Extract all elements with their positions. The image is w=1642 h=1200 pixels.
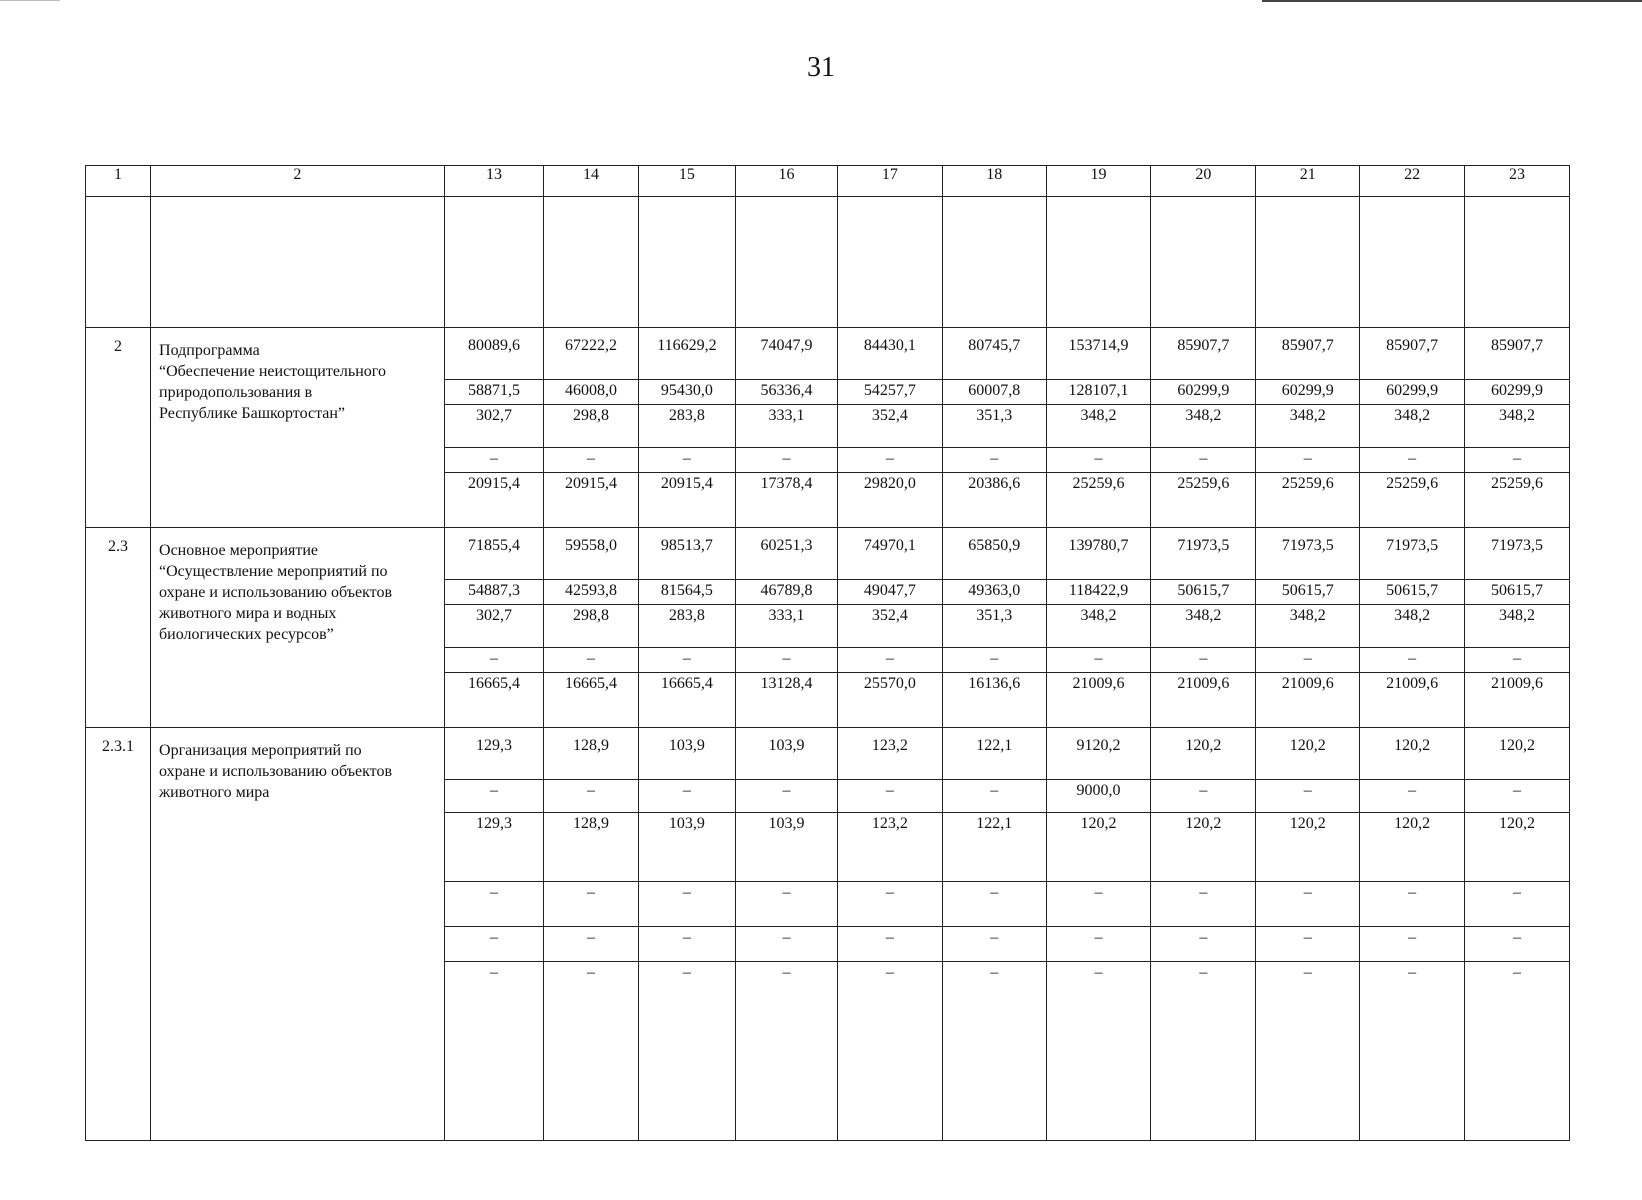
value-cell: – <box>942 882 1046 927</box>
value-cell: 49363,0 <box>942 580 1046 605</box>
page-number: 31 <box>807 52 835 83</box>
value-cell: 46008,0 <box>544 380 638 405</box>
value-cell: 9000,0 <box>1046 780 1151 813</box>
value-cell: 17378,4 <box>736 473 838 528</box>
value-cell: 120,2 <box>1151 728 1256 780</box>
value-cell: 25259,6 <box>1256 473 1360 528</box>
value-cell: 16665,4 <box>638 673 736 728</box>
value-cell: 81564,5 <box>638 580 736 605</box>
value-cell: – <box>1046 962 1151 1141</box>
value-cell: – <box>544 882 638 927</box>
value-cell: 54887,3 <box>444 580 544 605</box>
value-cell: 25259,6 <box>1465 473 1570 528</box>
row-name-line: Основное мероприятие <box>159 542 319 559</box>
value-cell: – <box>444 882 544 927</box>
column-number-header: 21 <box>1256 166 1360 197</box>
value-cell: 21009,6 <box>1151 673 1256 728</box>
value-cell: – <box>837 962 942 1141</box>
value-cell: 333,1 <box>736 605 838 648</box>
value-cell: – <box>837 780 942 813</box>
column-number-header: 23 <box>1465 166 1570 197</box>
value-cell: – <box>837 648 942 673</box>
value-cell: 116629,2 <box>638 328 736 380</box>
column-number-header: 16 <box>736 166 838 197</box>
value-cell: 129,3 <box>444 728 544 780</box>
value-cell: 60299,9 <box>1360 380 1465 405</box>
value-cell: 13128,4 <box>736 673 838 728</box>
value-cell: – <box>1256 882 1360 927</box>
value-cell: – <box>1360 648 1465 673</box>
value-cell: – <box>1465 962 1570 1141</box>
value-cell: 129,3 <box>444 813 544 882</box>
table-row <box>86 328 1570 380</box>
value-cell: 123,2 <box>837 728 942 780</box>
value-cell: – <box>544 648 638 673</box>
empty-cell <box>444 197 544 328</box>
value-cell: 21009,6 <box>1360 673 1465 728</box>
value-cell: – <box>444 448 544 473</box>
value-cell: – <box>1151 780 1256 813</box>
value-cell: 25259,6 <box>1360 473 1465 528</box>
row-code: 2 <box>86 328 151 528</box>
empty-cell <box>544 197 638 328</box>
row-name-line: охране и использованию объектов <box>159 763 393 780</box>
value-cell: 122,1 <box>942 813 1046 882</box>
value-cell: 348,2 <box>1465 605 1570 648</box>
value-cell: 54257,7 <box>837 380 942 405</box>
value-cell: 298,8 <box>544 605 638 648</box>
value-cell: 74047,9 <box>736 328 838 380</box>
value-cell: 60251,3 <box>736 528 838 580</box>
row-name-line: “Обеспечение неистощительного <box>159 363 386 380</box>
column-number-header: 17 <box>837 166 942 197</box>
value-cell: – <box>1046 927 1151 962</box>
value-cell: 9120,2 <box>1046 728 1151 780</box>
value-cell: 348,2 <box>1465 405 1570 448</box>
value-cell: – <box>544 448 638 473</box>
row-name <box>151 528 445 728</box>
value-cell: 283,8 <box>638 605 736 648</box>
value-cell: 283,8 <box>638 405 736 448</box>
value-cell: 74970,1 <box>837 528 942 580</box>
value-cell: 71855,4 <box>444 528 544 580</box>
value-cell: 120,2 <box>1256 813 1360 882</box>
value-cell: 71973,5 <box>1256 528 1360 580</box>
value-cell: 60299,9 <box>1256 380 1360 405</box>
row-name-line: природопользования в <box>159 384 313 401</box>
value-cell: 352,4 <box>837 605 942 648</box>
value-cell: 120,2 <box>1151 813 1256 882</box>
value-cell: – <box>638 448 736 473</box>
value-cell: 348,2 <box>1360 605 1465 648</box>
value-cell: 153714,9 <box>1046 328 1151 380</box>
value-cell: 49047,7 <box>837 580 942 605</box>
value-cell: 56336,4 <box>736 380 838 405</box>
value-cell: 20915,4 <box>638 473 736 528</box>
value-cell: 85907,7 <box>1360 328 1465 380</box>
value-cell: 85907,7 <box>1151 328 1256 380</box>
value-cell: 120,2 <box>1465 728 1570 780</box>
value-cell: 128,9 <box>544 813 638 882</box>
empty-cell <box>1360 197 1465 328</box>
value-cell: 50615,7 <box>1256 580 1360 605</box>
value-cell: 50615,7 <box>1465 580 1570 605</box>
column-number-header: 1 <box>86 166 151 197</box>
value-cell: 98513,7 <box>638 528 736 580</box>
value-cell: 21009,6 <box>1256 673 1360 728</box>
row-name <box>151 328 445 528</box>
row-code: 2.3 <box>86 528 151 728</box>
value-cell: 21009,6 <box>1046 673 1151 728</box>
value-cell: – <box>1256 448 1360 473</box>
value-cell: 50615,7 <box>1360 580 1465 605</box>
value-cell: 85907,7 <box>1465 328 1570 380</box>
empty-cell <box>151 197 445 328</box>
value-cell: – <box>444 780 544 813</box>
value-cell: – <box>942 780 1046 813</box>
value-cell: 65850,9 <box>942 528 1046 580</box>
value-cell: – <box>1256 927 1360 962</box>
value-cell: – <box>837 882 942 927</box>
value-cell: – <box>1151 927 1256 962</box>
value-cell: – <box>1151 882 1256 927</box>
value-cell: – <box>638 648 736 673</box>
value-cell: – <box>1046 448 1151 473</box>
value-cell: – <box>444 927 544 962</box>
row-name-line: Организация мероприятий по <box>159 742 362 759</box>
value-cell: 348,2 <box>1151 605 1256 648</box>
empty-cell <box>1151 197 1256 328</box>
value-cell: 120,2 <box>1465 813 1570 882</box>
value-cell: 123,2 <box>837 813 942 882</box>
value-cell: – <box>1360 927 1465 962</box>
value-cell: – <box>638 780 736 813</box>
empty-cell <box>1256 197 1360 328</box>
value-cell: 58871,5 <box>444 380 544 405</box>
value-cell: 95430,0 <box>638 380 736 405</box>
value-cell: – <box>736 448 838 473</box>
value-cell: – <box>444 962 544 1141</box>
value-cell: 29820,0 <box>837 473 942 528</box>
value-cell: – <box>736 882 838 927</box>
value-cell: – <box>1151 962 1256 1141</box>
empty-cell <box>942 197 1046 328</box>
row-name-line: животного мира и водных <box>159 605 337 622</box>
value-cell: 42593,8 <box>544 580 638 605</box>
value-cell: – <box>1465 927 1570 962</box>
empty-cell <box>1465 197 1570 328</box>
value-cell: – <box>1465 448 1570 473</box>
value-cell: 60299,9 <box>1465 380 1570 405</box>
value-cell: 71973,5 <box>1151 528 1256 580</box>
value-cell: 25570,0 <box>837 673 942 728</box>
value-cell: – <box>638 927 736 962</box>
value-cell: – <box>1465 780 1570 813</box>
empty-cell <box>638 197 736 328</box>
value-cell: 298,8 <box>544 405 638 448</box>
value-cell: 351,3 <box>942 405 1046 448</box>
empty-cell <box>1046 197 1151 328</box>
value-cell: – <box>444 648 544 673</box>
row-name-line: “Осуществление мероприятий по <box>159 563 388 580</box>
value-cell: – <box>942 448 1046 473</box>
value-cell: – <box>736 648 838 673</box>
value-cell: – <box>1256 962 1360 1141</box>
row-name <box>151 728 445 1141</box>
value-cell: 85907,7 <box>1256 328 1360 380</box>
empty-cell <box>736 197 838 328</box>
value-cell: – <box>638 882 736 927</box>
value-cell: 348,2 <box>1256 405 1360 448</box>
value-cell: 25259,6 <box>1151 473 1256 528</box>
value-cell: – <box>544 927 638 962</box>
value-cell: 348,2 <box>1046 605 1151 648</box>
value-cell: – <box>1360 448 1465 473</box>
value-cell: 25259,6 <box>1046 473 1151 528</box>
row-code: 2.3.1 <box>86 728 151 1141</box>
value-cell: 16136,6 <box>942 673 1046 728</box>
value-cell: 80745,7 <box>942 328 1046 380</box>
value-cell: 20386,6 <box>942 473 1046 528</box>
value-cell: 20915,4 <box>544 473 638 528</box>
value-cell: – <box>1151 448 1256 473</box>
table-row <box>86 528 1570 580</box>
column-number-header: 15 <box>638 166 736 197</box>
value-cell: 67222,2 <box>544 328 638 380</box>
value-cell: – <box>942 648 1046 673</box>
value-cell: – <box>1465 648 1570 673</box>
value-cell: 348,2 <box>1256 605 1360 648</box>
value-cell: – <box>544 780 638 813</box>
value-cell: 59558,0 <box>544 528 638 580</box>
value-cell: – <box>1465 882 1570 927</box>
value-cell: 302,7 <box>444 405 544 448</box>
value-cell: – <box>736 927 838 962</box>
value-cell: 16665,4 <box>544 673 638 728</box>
value-cell: 120,2 <box>1256 728 1360 780</box>
value-cell: – <box>544 962 638 1141</box>
column-number-header: 22 <box>1360 166 1465 197</box>
value-cell: 122,1 <box>942 728 1046 780</box>
empty-cell <box>86 197 151 328</box>
value-cell: 103,9 <box>638 813 736 882</box>
value-cell: 333,1 <box>736 405 838 448</box>
value-cell: – <box>736 780 838 813</box>
value-cell: 50615,7 <box>1151 580 1256 605</box>
value-cell: – <box>1046 648 1151 673</box>
row-name-line: животного мира <box>159 784 270 801</box>
value-cell: – <box>1046 882 1151 927</box>
value-cell: 118422,9 <box>1046 580 1151 605</box>
value-cell: 120,2 <box>1360 813 1465 882</box>
value-cell: – <box>942 962 1046 1141</box>
value-cell: 103,9 <box>736 813 838 882</box>
column-number-header: 20 <box>1151 166 1256 197</box>
value-cell: 21009,6 <box>1465 673 1570 728</box>
value-cell: – <box>1256 648 1360 673</box>
column-number-header: 14 <box>544 166 638 197</box>
value-cell: – <box>942 927 1046 962</box>
value-cell: – <box>837 927 942 962</box>
value-cell: 71973,5 <box>1360 528 1465 580</box>
value-cell: 84430,1 <box>837 328 942 380</box>
row-name-line: Подпрограмма <box>159 342 260 359</box>
value-cell: – <box>1256 780 1360 813</box>
value-cell: – <box>837 448 942 473</box>
scan-edge-mark <box>0 0 60 1</box>
value-cell: – <box>1360 962 1465 1141</box>
row-name-line: биологических ресурсов” <box>159 626 334 643</box>
value-cell: 352,4 <box>837 405 942 448</box>
budget-table <box>85 165 1570 1141</box>
value-cell: 120,2 <box>1360 728 1465 780</box>
value-cell: 80089,6 <box>444 328 544 380</box>
empty-row <box>86 197 1570 328</box>
value-cell: – <box>1151 648 1256 673</box>
value-cell: 302,7 <box>444 605 544 648</box>
value-cell: 103,9 <box>638 728 736 780</box>
value-cell: 60007,8 <box>942 380 1046 405</box>
column-number-header: 19 <box>1046 166 1151 197</box>
empty-cell <box>837 197 942 328</box>
scan-edge-rule <box>1262 0 1642 2</box>
value-cell: – <box>638 962 736 1141</box>
value-cell: 128107,1 <box>1046 380 1151 405</box>
column-number-header: 18 <box>942 166 1046 197</box>
value-cell: 120,2 <box>1046 813 1151 882</box>
table-header-row <box>86 166 1570 197</box>
row-name-line: охране и использованию объектов <box>159 584 393 601</box>
value-cell: 16665,4 <box>444 673 544 728</box>
value-cell: 139780,7 <box>1046 528 1151 580</box>
row-name-line: Республике Башкортостан” <box>159 405 346 422</box>
value-cell: 46789,8 <box>736 580 838 605</box>
value-cell: 60299,9 <box>1151 380 1256 405</box>
value-cell: 71973,5 <box>1465 528 1570 580</box>
column-number-header: 13 <box>444 166 544 197</box>
value-cell: – <box>1360 780 1465 813</box>
value-cell: 128,9 <box>544 728 638 780</box>
value-cell: 20915,4 <box>444 473 544 528</box>
value-cell: 348,2 <box>1360 405 1465 448</box>
value-cell: 103,9 <box>736 728 838 780</box>
value-cell: 348,2 <box>1046 405 1151 448</box>
table-row <box>86 728 1570 780</box>
value-cell: – <box>1360 882 1465 927</box>
column-number-header: 2 <box>151 166 445 197</box>
value-cell: 351,3 <box>942 605 1046 648</box>
value-cell: – <box>736 962 838 1141</box>
value-cell: 348,2 <box>1151 405 1256 448</box>
